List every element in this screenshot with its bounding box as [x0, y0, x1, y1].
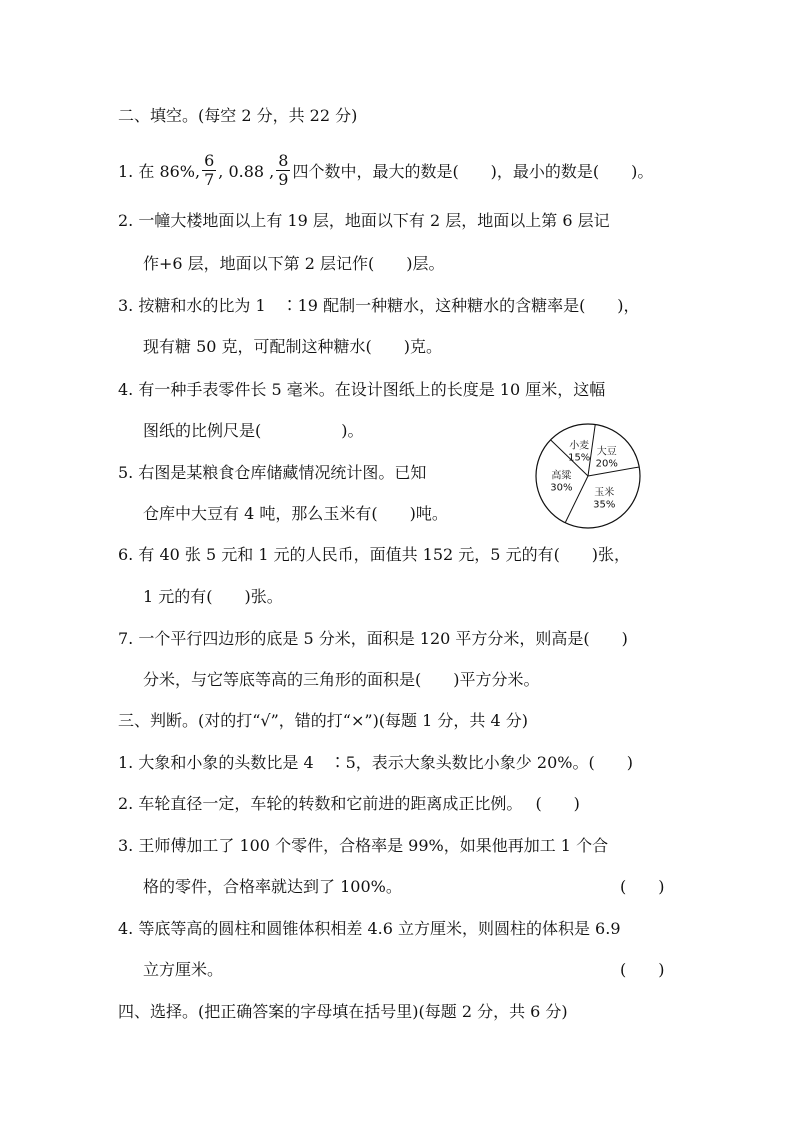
- question-2-7-line1: 7. 一个平行四边形的底是 5 分米，面积是 120 平方分米，则高是( ): [118, 629, 628, 648]
- q1-suffix: 四个数中，最大的数是( )，最小的数是( )。: [292, 162, 654, 181]
- fraction-denominator: 7: [204, 170, 215, 189]
- question-2-5-line2: 仓库中大豆有 4 吨，那么玉米有( )吨。: [143, 504, 448, 523]
- pie-slice-name: 小麦: [569, 440, 590, 452]
- question-3-2: 2. 车轮直径一定，车轮的转数和它前进的距离成正比例。 ( ): [118, 794, 580, 813]
- fraction-8-9: [276, 152, 290, 189]
- pie-slice-percent: 30%: [550, 482, 573, 494]
- pie-slice-percent: 20%: [595, 458, 618, 470]
- fraction-numerator: 8: [278, 151, 289, 170]
- pie-slice-name: 大豆: [596, 446, 617, 458]
- section4-title: 四、选择。(把正确答案的字母填在括号里)(每题 2 分，共 6 分): [118, 1002, 568, 1021]
- question-2-3-line2: 现有糖 50 克，可配制这种糖水( )克。: [143, 337, 443, 356]
- question-2-7-line2: 分米，与它等底等高的三角形的面积是( )平方分米。: [143, 670, 540, 689]
- pie-slice-percent: 35%: [593, 499, 616, 511]
- grain-storage-pie-chart: [530, 420, 650, 532]
- question-3-3-line1: 3. 王师傅加工了 100 个零件，合格率是 99%，如果他再加工 1 个合: [118, 836, 609, 855]
- question-3-1: 1. 大象和小象的头数比是 4 ∶5，表示大象头数比小象少 20%。( ): [118, 753, 633, 772]
- question-3-4-line2: 立方厘米。: [143, 960, 224, 979]
- question-2-3-line1: 3. 按糖和水的比为 1 ∶19 配制一种糖水，这种糖水的含糖率是( )，: [118, 296, 640, 315]
- q1-prefix: 1. 在 86%,: [118, 162, 201, 181]
- fraction-denominator: 9: [278, 170, 289, 189]
- question-2-2-line2: 作+6 层，地面以下第 2 层记作( )层。: [143, 254, 445, 273]
- section2-title: 二、填空。(每空 2 分，共 22 分): [118, 106, 358, 125]
- question-2-4-line2: 图纸的比例尺是( )。: [143, 421, 364, 440]
- pie-slice-name: 高粱: [551, 470, 572, 482]
- q1-mid: , 0.88 ,: [218, 162, 275, 181]
- question-2-6-line1: 6. 有 40 张 5 元和 1 元的人民币，面值共 152 元，5 元的有( )张，: [118, 545, 631, 564]
- question-2-5-line1: 5. 右图是某粮食仓库储藏情况统计图。已知: [118, 463, 427, 482]
- question-2-1: [118, 151, 654, 191]
- question-3-4-line1: 4. 等底等高的圆柱和圆锥体积相差 4.6 立方厘米，则圆柱的体积是 6.9: [118, 919, 621, 938]
- question-3-3-line2: 格的零件，合格率就达到了 100%。: [143, 877, 402, 896]
- question-2-2-line1: 2. 一幢大楼地面以上有 19 层，地面以下有 2 层，地面以上第 6 层记: [118, 211, 610, 230]
- question-3-3-answer-bracket: ( ): [620, 877, 665, 896]
- section3-title: 三、判断。(对的打“√”，错的打“×”)(每题 1 分，共 4 分): [118, 711, 528, 730]
- pie-slice-name: 玉米: [594, 487, 615, 499]
- fraction-6-7: [202, 152, 216, 189]
- question-2-4-line1: 4. 有一种手表零件长 5 毫米。在设计图纸上的长度是 10 厘米，这幅: [118, 380, 606, 399]
- pie-slice-percent: 15%: [568, 452, 591, 464]
- fraction-numerator: 6: [204, 151, 215, 170]
- question-2-6-line2: 1 元的有( )张。: [143, 587, 283, 606]
- question-3-4-answer-bracket: ( ): [620, 960, 665, 979]
